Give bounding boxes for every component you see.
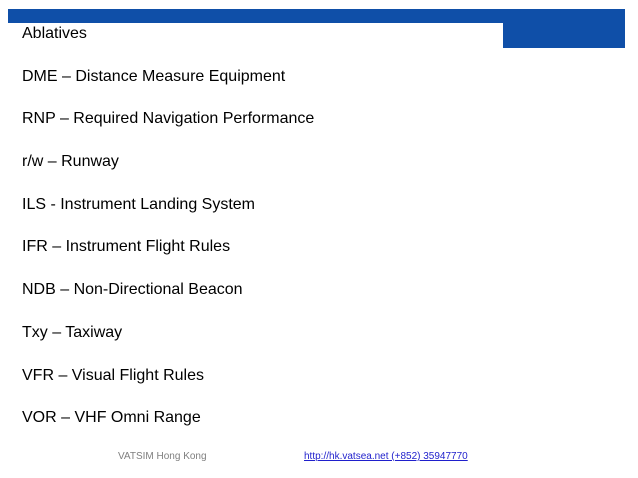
abbreviation-list (22, 67, 502, 429)
list-item: r/w – Runway (22, 153, 119, 171)
footer-organization: VATSIM Hong Kong (118, 451, 207, 462)
list-item: IFR – Instrument Flight Rules (22, 238, 231, 256)
list-item: VOR – VHF Omni Range (22, 409, 201, 427)
list-item: NDB – Non-Directional Beacon (22, 281, 243, 299)
slide-heading: Ablatives (22, 25, 87, 42)
list-item: Txy – Taxiway (22, 323, 123, 341)
slide-content (22, 24, 502, 428)
footer-contact-link[interactable]: http://hk.vatsea.net (+852) 35947770 (304, 451, 468, 462)
list-item: VFR – Visual Flight Rules (22, 366, 204, 384)
list-item: DME – Distance Measure Equipment (22, 67, 286, 85)
list-item: RNP – Required Navigation Performance (22, 110, 315, 128)
list-item: ILS - Instrument Landing System (22, 195, 255, 213)
header-accent-block (503, 9, 625, 48)
